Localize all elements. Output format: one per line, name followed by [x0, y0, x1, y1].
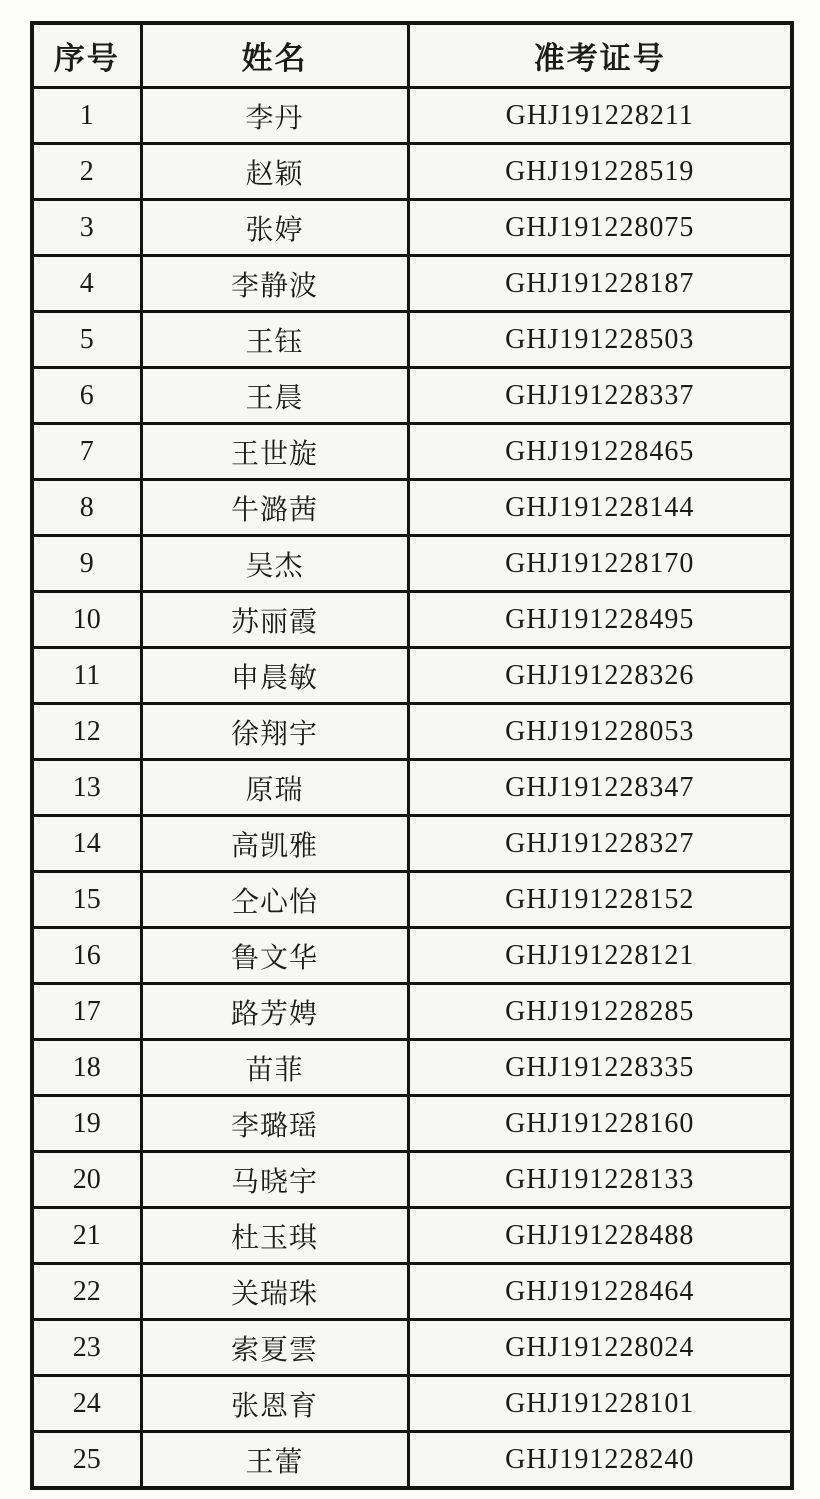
cell-ticket: GHJ191228464: [408, 1264, 792, 1320]
cell-index: 6: [32, 368, 141, 424]
table-row: [32, 872, 792, 928]
cell-index: 11: [32, 648, 141, 704]
cell-name: 索夏雲: [141, 1320, 408, 1376]
table-row: [32, 424, 792, 480]
cell-name: 赵颖: [141, 144, 408, 200]
cell-ticket: GHJ191228160: [408, 1096, 792, 1152]
cell-ticket: GHJ191228335: [408, 1040, 792, 1096]
cell-ticket: GHJ191228170: [408, 536, 792, 592]
cell-name: 张恩育: [141, 1376, 408, 1432]
cell-name: 申晨敏: [141, 648, 408, 704]
cell-name: 李璐瑶: [141, 1096, 408, 1152]
table-row: [32, 1376, 792, 1432]
cell-ticket: GHJ191228053: [408, 704, 792, 760]
cell-name: 杜玉琪: [141, 1208, 408, 1264]
cell-index: 14: [32, 816, 141, 872]
cell-index: 2: [32, 144, 141, 200]
table-row: [32, 816, 792, 872]
cell-ticket: GHJ191228101: [408, 1376, 792, 1432]
header-row: [32, 23, 792, 88]
cell-name: 高凯雅: [141, 816, 408, 872]
cell-index: 19: [32, 1096, 141, 1152]
table-row: [32, 648, 792, 704]
cell-name: 吴杰: [141, 536, 408, 592]
cell-ticket: GHJ191228211: [408, 88, 792, 144]
table-row: [32, 704, 792, 760]
cell-ticket: GHJ191228144: [408, 480, 792, 536]
cell-index: 9: [32, 536, 141, 592]
cell-ticket: GHJ191228121: [408, 928, 792, 984]
cell-name: 关瑞珠: [141, 1264, 408, 1320]
table-row: [32, 368, 792, 424]
exam-candidate-table: [30, 21, 794, 1490]
cell-index: 13: [32, 760, 141, 816]
table-row: [32, 928, 792, 984]
cell-index: 12: [32, 704, 141, 760]
cell-index: 23: [32, 1320, 141, 1376]
cell-index: 7: [32, 424, 141, 480]
table-row: [32, 200, 792, 256]
cell-name: 王钰: [141, 312, 408, 368]
table-row: [32, 536, 792, 592]
cell-index: 24: [32, 1376, 141, 1432]
cell-name: 原瑞: [141, 760, 408, 816]
cell-ticket: GHJ191228337: [408, 368, 792, 424]
cell-ticket: GHJ191228133: [408, 1152, 792, 1208]
cell-index: 17: [32, 984, 141, 1040]
table-row: [32, 1096, 792, 1152]
cell-ticket: GHJ191228075: [408, 200, 792, 256]
cell-ticket: GHJ191228285: [408, 984, 792, 1040]
cell-name: 路芳娉: [141, 984, 408, 1040]
table-row: [32, 592, 792, 648]
cell-name: 鲁文华: [141, 928, 408, 984]
cell-ticket: GHJ191228488: [408, 1208, 792, 1264]
table-row: [32, 144, 792, 200]
cell-index: 21: [32, 1208, 141, 1264]
cell-ticket: GHJ191228347: [408, 760, 792, 816]
table-row: [32, 88, 792, 144]
cell-index: 8: [32, 480, 141, 536]
table-row: [32, 1264, 792, 1320]
column-header-index: 序号: [32, 23, 141, 88]
table-row: [32, 480, 792, 536]
cell-name: 李静波: [141, 256, 408, 312]
table-row: [32, 1208, 792, 1264]
cell-name: 李丹: [141, 88, 408, 144]
cell-name: 苏丽霞: [141, 592, 408, 648]
cell-index: 18: [32, 1040, 141, 1096]
cell-index: 22: [32, 1264, 141, 1320]
table-row: [32, 1320, 792, 1376]
cell-ticket: GHJ191228327: [408, 816, 792, 872]
table-row: [32, 984, 792, 1040]
table-row: [32, 1152, 792, 1208]
table-row: [32, 1432, 792, 1489]
table-row: [32, 760, 792, 816]
cell-name: 王晨: [141, 368, 408, 424]
cell-ticket: GHJ191228240: [408, 1432, 792, 1489]
cell-index: 20: [32, 1152, 141, 1208]
cell-name: 张婷: [141, 200, 408, 256]
table-row: [32, 312, 792, 368]
cell-ticket: GHJ191228495: [408, 592, 792, 648]
cell-index: 1: [32, 88, 141, 144]
cell-name: 牛潞茜: [141, 480, 408, 536]
cell-index: 4: [32, 256, 141, 312]
cell-index: 15: [32, 872, 141, 928]
cell-ticket: GHJ191228326: [408, 648, 792, 704]
cell-ticket: GHJ191228024: [408, 1320, 792, 1376]
column-header-ticket: 准考证号: [408, 23, 792, 88]
cell-name: 王世旋: [141, 424, 408, 480]
cell-ticket: GHJ191228152: [408, 872, 792, 928]
table-row: [32, 256, 792, 312]
cell-name: 苗菲: [141, 1040, 408, 1096]
cell-name: 王蕾: [141, 1432, 408, 1489]
cell-index: 3: [32, 200, 141, 256]
table-row: [32, 1040, 792, 1096]
column-header-name: 姓名: [141, 23, 408, 88]
cell-ticket: GHJ191228503: [408, 312, 792, 368]
cell-index: 5: [32, 312, 141, 368]
table-body: [32, 88, 792, 1489]
cell-index: 25: [32, 1432, 141, 1489]
cell-name: 马晓宇: [141, 1152, 408, 1208]
cell-index: 16: [32, 928, 141, 984]
cell-ticket: GHJ191228187: [408, 256, 792, 312]
cell-name: 徐翔宇: [141, 704, 408, 760]
cell-index: 10: [32, 592, 141, 648]
cell-ticket: GHJ191228465: [408, 424, 792, 480]
cell-name: 仝心怡: [141, 872, 408, 928]
cell-ticket: GHJ191228519: [408, 144, 792, 200]
